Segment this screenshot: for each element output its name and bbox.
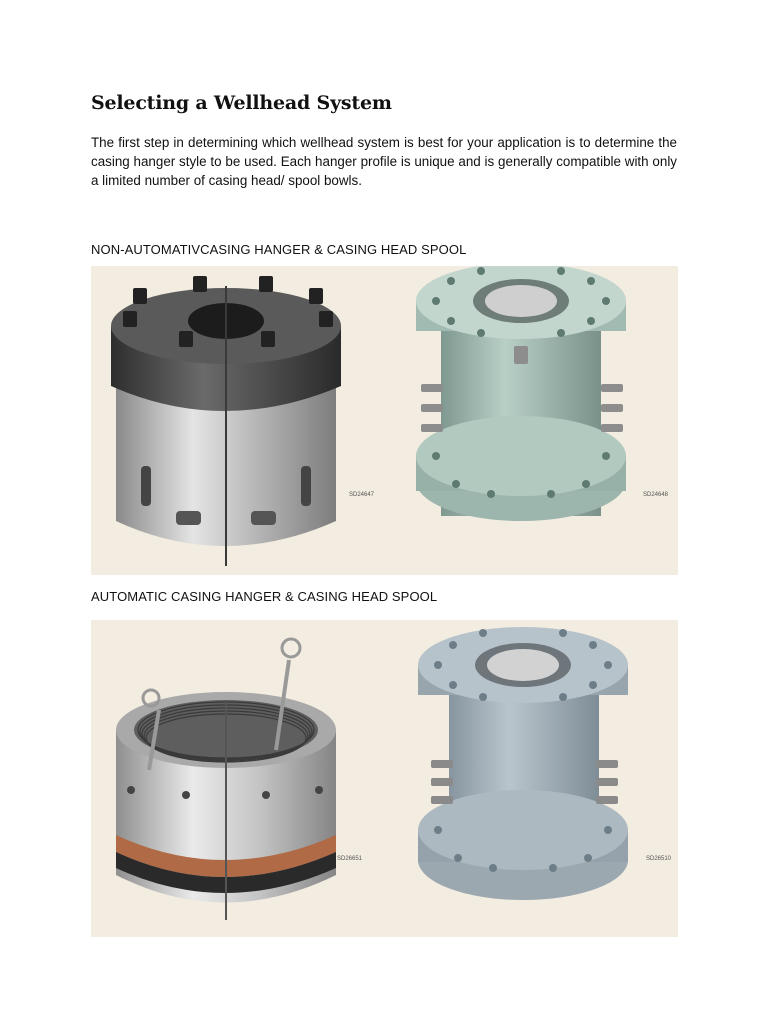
left-photo-code-2: SD26651 (337, 856, 363, 862)
gray-casing-head-spool-image (418, 627, 628, 900)
intro-paragraph: The first step in determining which wellhead system is best for your application is to determine the casing hanger style to be used. Each hanger profile is unique and is generally compatible with only a limited number of casing head/ spool bowls. (91, 135, 677, 188)
slip-hanger-image (111, 276, 341, 566)
automatic-equipment-photo (91, 620, 678, 937)
green-casing-head-spool-image (416, 266, 626, 521)
section-label-automatic: AUTOMATIC CASING HANGER & CASING HEAD SPOOL (91, 589, 438, 604)
right-photo-code: SD24648 (643, 492, 669, 498)
right-photo-code-2: SD26510 (646, 856, 672, 862)
page-title: Selecting a Wellhead System (91, 92, 392, 114)
automatic-hanger-image (116, 639, 336, 920)
section-label-non-automatic: NON-AUTOMATIVCASING HANGER & CASING HEAD SPOOL (91, 242, 467, 257)
left-photo-code: SD24647 (349, 492, 375, 498)
non-automatic-equipment-photo (91, 266, 678, 575)
